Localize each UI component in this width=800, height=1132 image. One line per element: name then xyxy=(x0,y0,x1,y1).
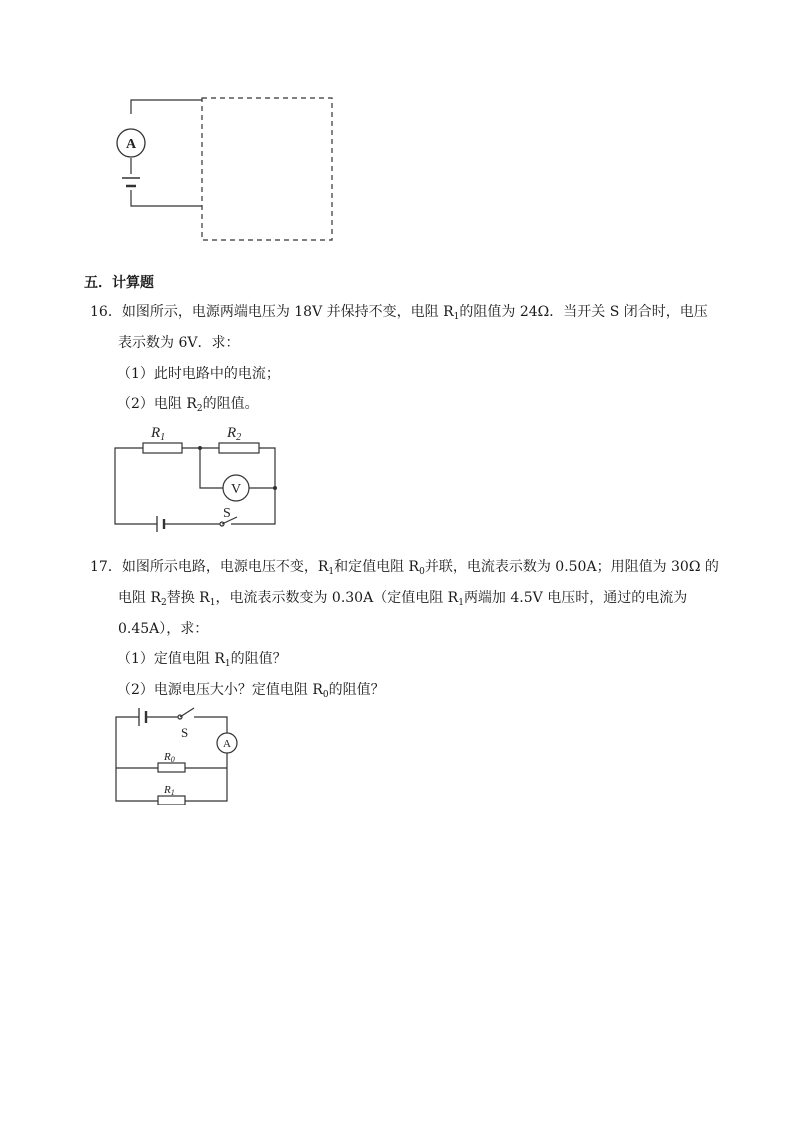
top-circuit-figure xyxy=(100,90,350,250)
svg-text:A: A xyxy=(223,738,231,750)
junction-dot xyxy=(273,486,277,490)
r1-label: R1 xyxy=(164,784,175,797)
svg-text:A: A xyxy=(125,137,137,152)
q17-sub1: （1）定值电阻 $R_1$的阻值？ xyxy=(117,651,287,669)
r1-label: $R_1$ xyxy=(151,425,166,443)
battery-icon xyxy=(139,708,146,726)
section-heading: 五．计算题 xyxy=(84,275,154,291)
svg-text:V: V xyxy=(230,482,242,497)
battery-icon xyxy=(157,516,164,532)
battery-icon xyxy=(122,178,140,186)
resistor-r1 xyxy=(158,796,185,805)
r0-label: R0 xyxy=(164,751,175,764)
q17-sub2: （2）电源电压大小？定值电阻 $R_0$的阻值？ xyxy=(117,682,385,700)
wire-bottom xyxy=(131,190,202,206)
r2-label: $R_2$ xyxy=(227,425,242,443)
q17-number: 17． xyxy=(90,559,122,575)
resistor-r2 xyxy=(219,443,259,453)
q16-line1: 16．如图所示，电源两端电压为 18V 并保持不变，电阻 $R_1$的阻值为 24Ω．当开关 S 闭合时，电压 xyxy=(90,304,708,322)
q17-line2: 电阻 $R_2$替换 $R_1$，电流表示数变为 0.30A（定值电阻 $R_1$两端加 4.5V 电压时，通过的电流为 xyxy=(118,590,688,608)
switch-label: S xyxy=(223,506,231,521)
q16-number: 16． xyxy=(90,304,122,320)
ammeter-icon xyxy=(217,733,237,753)
switch-label: S xyxy=(181,725,189,740)
resistor-r0 xyxy=(158,763,185,772)
junction-dot xyxy=(198,446,202,450)
ammeter-icon xyxy=(117,129,145,157)
q16-circuit-figure xyxy=(105,418,290,533)
dashed-box xyxy=(202,98,332,240)
q16-sub1: （1）此时电路中的电流； xyxy=(117,366,280,382)
q17-line1: 17．如图所示电路，电源电压不变，$R_1$和定值电阻 $R_0$并联，电流表示数为 0.50A；用阻值为 30Ω 的 xyxy=(90,559,719,577)
voltmeter-icon xyxy=(223,475,249,501)
q16-sub2: （2）电阻 $R_2$的阻值。 xyxy=(117,396,259,414)
switch-icon xyxy=(178,708,194,719)
wire-top xyxy=(131,100,202,114)
q16-line2: 表示数为 6V．求： xyxy=(118,335,240,351)
q17-line3: 0.45A），求： xyxy=(118,621,209,637)
resistor-r1 xyxy=(143,443,182,453)
q17-circuit-figure xyxy=(108,705,243,805)
